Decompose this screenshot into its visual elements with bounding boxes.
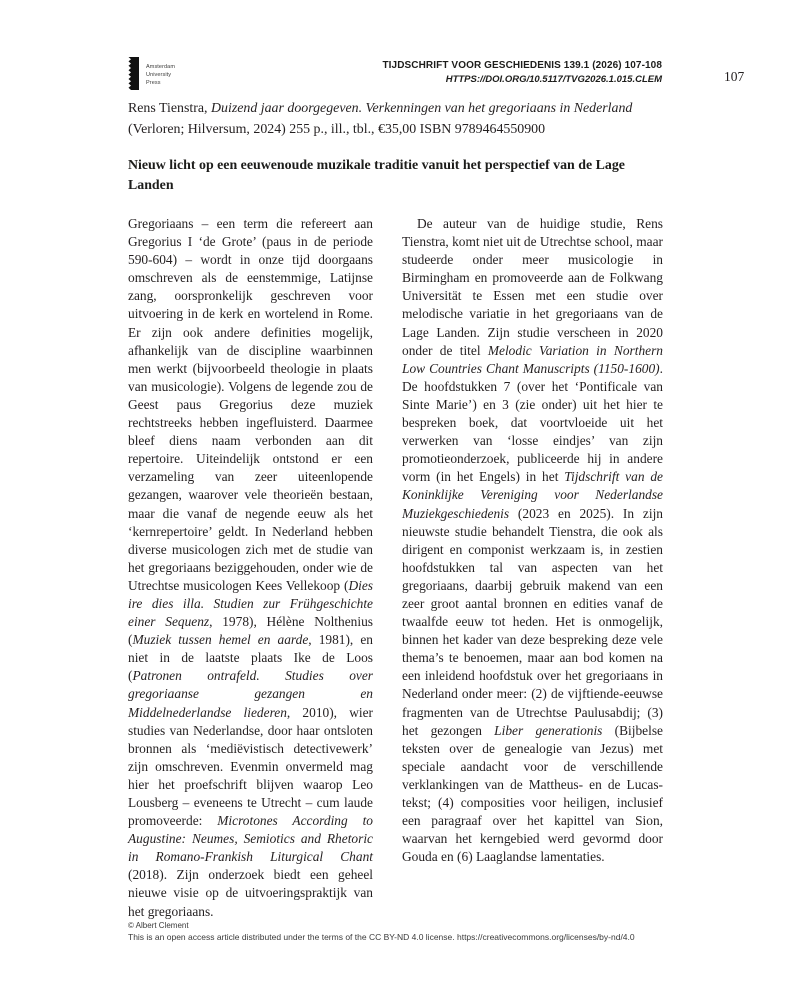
publisher-logo (128, 57, 175, 90)
review-title: Nieuw licht op een eeuwenoude muzikale traditie vanuit het perspectief van de Lage Landen (128, 158, 625, 193)
publisher-name-line: University (146, 72, 172, 78)
journal-header (382, 60, 662, 85)
journal-title-line: TIJDSCHRIFT VOOR GESCHIEDENIS 139.1 (2026) 107-108 (382, 60, 662, 71)
publisher-name (146, 57, 175, 90)
body-column-right: De auteur van de huidige studie, Rens Tienstra, komt niet uit de Utrechtse school, maar studeerde onder meer musicologie in Birmingham en promoveerde aan de Folkwang Universität te Essen met een studie over melodische variatie in het gregoriaans van de Lage Landen. Zijn studie verscheen in 2020 onder de titel Melodic Variation in Northern Low Countries Chant Manuscripts (1150-1600). De hoofdstukken 7 (over het ‘Pontificale van Sinte Marie’) en 3 (zie onder) uit het hier te bespreken boek, dat voortvloeide uit het verwerken van ‘losse eindjes’ van zijn promotieonderzoek, publiceerde hij in andere vorm (in het Engels) in het Tijdschrift van de Koninklijke Vereniging voor Nederlandse Muziekgeschiedenis (2023 en 2025). In zijn nieuwste studie behandelt Tienstra, die ook als dirigent en componist werkzaam is, in zestien hoofdstukken tal van aspecten van het gregoriaans, daarbij gebruik makend van een zeer groot aantal bronnen en edities vanaf de twaalfde eeuw tot heden. Het is onmogelijk, binnen het kader van deze bespreking deze vele thema’s te benoemen, maar aan bod komen na een inleidend hoofdstuk over het gregoriaans in Nederland onder meer: (2) de vijftiende-eeuwse fragmenten van de Utrechtse Paulusabdij; (3) het gezongen Liber generationis (Bijbelse teksten over de genealogie van Jezus) met speciale aandacht voor de verschillende verklankingen van de Mattheus- en de Lucas-tekst; (4) composities voor heiligen, inclusief een paragraaf over het kapittel van Sion, waarvan het kerngebied werd gevormd door Gouda en (6) Laaglandse lamentaties. (402, 216, 663, 865)
body-column-left: Gregoriaans – een term die refereert aan Gregorius I ‘de Grote’ (paus in de periode 590-604) – wordt in onze tijd doorgaans omschreven als de eenstemmige, Latijnse zang, oorspronkelijk geschreven voor uitvoering in de kerk en wortelend in Rome. Er zijn ook andere definities mogelijk, afhankelijk van de discipline waarbinnen men werkt (bijvoorbeeld theologie in plaats van musicologie). Volgens de legende zou de Geest paus Gregorius deze muziek rechtstreeks hebben ingefluisterd. Daarmee bleef diens naam verbonden aan dit repertoire. Uiteindelijk ontstond er een verzameling van zeer uiteenlopende gezangen, waarover vele theorieën bestaan, maar die vanaf de negende eeuw als het ‘kernrepertoire’ geldt. In Nederland hebben diverse musicologen zich met de studie van het gregoriaans beziggehouden, onder wie de Utrechtse musicologen Kees Vellekoop (Dies ire dies illa. Studien zur Frühgeschichte einer Sequenz, 1978), Hélène Nolthenius (Muziek tussen hemel en aarde, 1981), en niet in de laatste plaats Ike de Loos (Patronen ontrafeld. Studies over gregoriaanse gezangen en Middelnederlandse liederen, 2010), wier studies van Nederlandse, door haar ontsloten bronnen als ‘mediëvistisch detectivewerk’ zijn omschreven. Evenmin onvermeld mag hier het proefschrift blijven waarop Leo Lousberg – eveneens te Utrecht – cum laude promoveerde: Microtones According to Augustine: Neumes, Semiotics and Rhetoric in Romano-Frankish Liturgical Chant (2018). Zijn onderzoek biedt een geheel nieuwe visie op de uitvoeringspraktijk van het gregoriaans. (128, 216, 373, 919)
doi-line: HTTPS://DOI.ORG/10.5117/TVG2026.1.015.CLEM (445, 74, 662, 85)
footer (128, 920, 635, 943)
aup-logo-mark (128, 57, 139, 90)
copyright-line: © Albert Clement (128, 921, 189, 930)
book-citation: Rens Tienstra, Duizend jaar doorgegeven. Verkenningen van het gregoriaans in Nederland (Verloren; Hilversum, 2024) 255 p., ill., tbl., €35,00 ISBN 9789464550900 (128, 101, 633, 137)
publisher-name-line: Amsterdam (146, 64, 176, 70)
publisher-name-line: Press (146, 80, 161, 86)
license-line: This is an open access article distributed under the terms of the CC BY-ND 4.0 license. https://creativecommons.org/licenses/by-nd/4.0 (128, 932, 635, 942)
review-body (128, 215, 663, 921)
page-number: 107 (724, 69, 745, 84)
